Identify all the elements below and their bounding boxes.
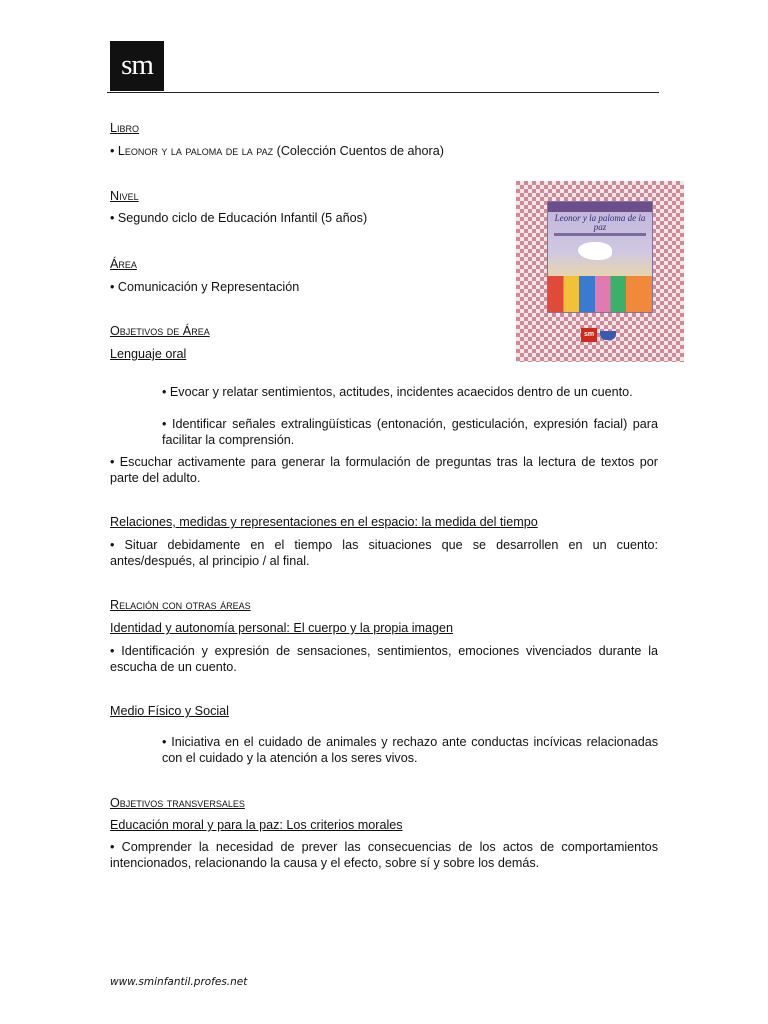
transversales-heading: Objetivos transversales bbox=[110, 796, 245, 810]
identidad-subheading: Identidad y autonomía personal: El cuerpo y la propia imagen bbox=[110, 621, 454, 635]
header-rule bbox=[107, 92, 659, 93]
relacion-areas-heading: Relación con otras áreas bbox=[110, 598, 251, 612]
objetivos-area-heading: Objetivos de Área bbox=[110, 324, 210, 338]
area-heading: Área bbox=[110, 257, 137, 271]
lenguaje-oral-indented-1: • Evocar y relatar sentimientos, actitudes, incidentes acaecidos dentro de un cuento. bbox=[162, 385, 633, 399]
cover-authors-line bbox=[554, 233, 646, 236]
lenguaje-oral-item: • Escuchar activamente para generar la formulación de preguntas tras la lectura de textos por parte del adulto. bbox=[110, 455, 658, 485]
publisher-badge: sm bbox=[581, 328, 597, 342]
cover-title: Leonor y la paloma de la paz bbox=[554, 213, 646, 232]
relaciones-item: • Situar debidamente en el tiempo las situaciones que se desarrollen en un cuento: antes/después, al principio / al final. bbox=[110, 538, 658, 568]
nivel-item: • Segundo ciclo de Educación Infantil (5 años) bbox=[110, 211, 368, 225]
lenguaje-oral-subheading: Lenguaje oral bbox=[110, 347, 187, 361]
educacion-subheading: Educación moral y para la paz: Los criterios morales bbox=[110, 818, 403, 832]
medio-subheading: Medio Físico y Social bbox=[110, 704, 229, 718]
area-item: • Comunicación y Representación bbox=[110, 280, 300, 294]
libro-heading: Libro bbox=[110, 121, 140, 135]
libro-item: • Leonor y la paloma de la paz (Colección Cuentos de ahora) bbox=[110, 144, 444, 158]
nivel-heading: Nivel bbox=[110, 189, 139, 203]
footer-url: www.sminfantil.profes.net bbox=[110, 976, 248, 988]
sm-logo: sm bbox=[110, 41, 164, 91]
lenguaje-oral-indented-2: • Identificar señales extralingüísticas (entonación, gesticulación, expresión facial) para facilitar la comprensión. bbox=[162, 417, 658, 447]
book-collection: (Colección Cuentos de ahora) bbox=[273, 144, 444, 158]
medio-item: • Iniciativa en el cuidado de animales y rechazo ante conductas incívicas relacionadas con el cuidado y la atención a los seres vivos. bbox=[162, 735, 658, 765]
educacion-item: • Comprender la necesidad de prever las consecuencias de los actos de comportamientos intencionados, relacionando la causa y el efecto, sobre sí y sobre los demás. bbox=[110, 840, 658, 870]
book-title: Leonor y la paloma de la paz bbox=[117, 144, 274, 158]
relaciones-subheading: Relaciones, medidas y representaciones en el espacio: la medida del tiempo bbox=[110, 515, 538, 529]
identidad-item: • Identificación y expresión de sensaciones, sentimientos, emociones vivenciados durante la escucha de un cuento. bbox=[110, 644, 658, 674]
